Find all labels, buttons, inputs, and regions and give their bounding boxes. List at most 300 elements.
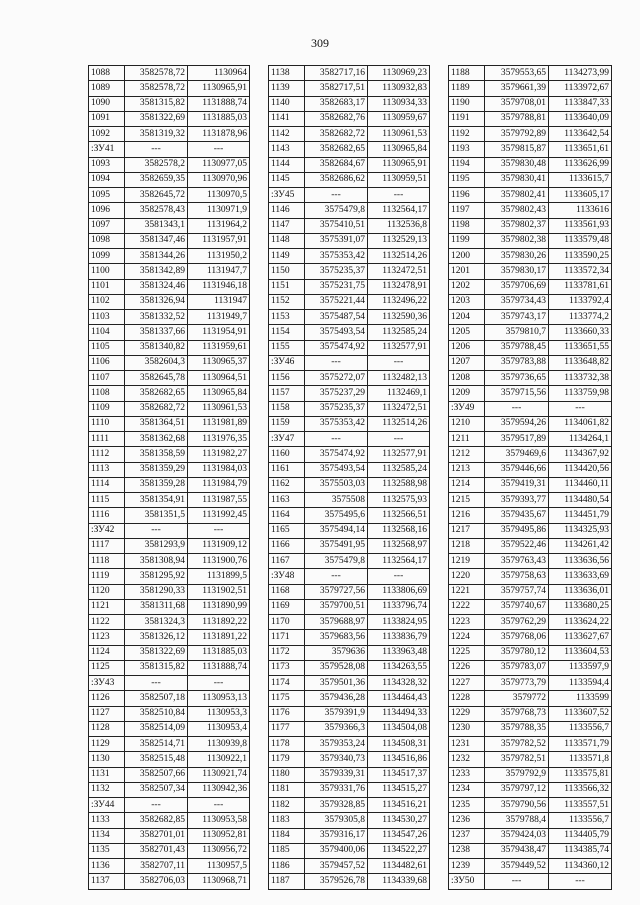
x-coordinate-cell: 3579594,26 (485, 416, 549, 431)
point-number-cell: 1141 (269, 111, 305, 126)
table-row (89, 569, 250, 584)
point-number-cell: 1183 (269, 813, 305, 828)
table-row (89, 294, 250, 309)
x-coordinate-cell: 3582683,17 (305, 96, 368, 111)
x-coordinate-cell: --- (125, 798, 188, 813)
x-coordinate-cell: 3579435,67 (485, 508, 549, 523)
parcel-separator-row (269, 432, 430, 447)
x-coordinate-cell: 3581324,3 (125, 615, 188, 630)
table-row (269, 218, 430, 233)
table-row (449, 279, 612, 294)
y-coordinate-cell: 1130959,51 (368, 172, 430, 187)
x-coordinate-cell: 3579830,26 (485, 249, 549, 264)
x-coordinate-cell: 3581343,1 (125, 218, 188, 233)
table-row (269, 767, 430, 782)
point-number-cell: 1173 (269, 660, 305, 675)
y-coordinate-cell: 1133792,4 (549, 294, 612, 309)
point-number-cell: 1210 (449, 416, 485, 431)
table-row (449, 615, 612, 630)
y-coordinate-cell: 1134339,68 (368, 874, 430, 889)
point-number-cell: 1118 (89, 554, 125, 569)
y-coordinate-cell: 1133557,51 (549, 798, 612, 813)
table-row (269, 127, 430, 142)
table-row (269, 538, 430, 553)
table-row (89, 218, 250, 233)
y-coordinate-cell: 1134451,79 (549, 508, 612, 523)
parcel-separator-row (269, 355, 430, 370)
y-coordinate-cell: 1133607,52 (549, 706, 612, 721)
point-number-cell: 1172 (269, 645, 305, 660)
y-coordinate-cell: --- (188, 523, 250, 538)
x-coordinate-cell: 3575235,37 (305, 401, 368, 416)
point-number-cell: 1096 (89, 203, 125, 218)
x-coordinate-cell: 3579757,74 (485, 584, 549, 599)
x-coordinate-cell: --- (305, 432, 368, 447)
table-row (449, 767, 612, 782)
table-row (89, 630, 250, 645)
x-coordinate-cell: 3579393,77 (485, 493, 549, 508)
point-number-cell: 1103 (89, 310, 125, 325)
y-coordinate-cell: 1130965,91 (188, 81, 250, 96)
x-coordinate-cell: 3579802,41 (485, 188, 549, 203)
y-coordinate-cell: 1134547,26 (368, 828, 430, 843)
x-coordinate-cell: 3582578,43 (125, 203, 188, 218)
y-coordinate-cell: 1132568,16 (368, 523, 430, 538)
y-coordinate-cell: 1134482,61 (368, 859, 430, 874)
y-coordinate-cell: 1130970,96 (188, 172, 250, 187)
point-number-cell: 1219 (449, 554, 485, 569)
point-number-cell: 1205 (449, 325, 485, 340)
point-number-cell: 1175 (269, 691, 305, 706)
table-row (449, 813, 612, 828)
table-row (89, 752, 250, 767)
x-coordinate-cell: 3579815,87 (485, 142, 549, 157)
y-coordinate-cell: 1131900,76 (188, 554, 250, 569)
point-number-cell: 1212 (449, 447, 485, 462)
point-number-cell: 1176 (269, 706, 305, 721)
coordinates-table-left (88, 65, 250, 890)
table-row (89, 401, 250, 416)
x-coordinate-cell: 3575272,07 (305, 371, 368, 386)
x-coordinate-cell: 3582701,43 (125, 843, 188, 858)
x-coordinate-cell: 3579797,12 (485, 782, 549, 797)
table-row (449, 447, 612, 462)
y-coordinate-cell: 1134328,32 (368, 676, 430, 691)
y-coordinate-cell: 1131888,74 (188, 660, 250, 675)
y-coordinate-cell: 1134325,93 (549, 523, 612, 538)
x-coordinate-cell: 3581308,94 (125, 554, 188, 569)
table-row (269, 508, 430, 523)
x-coordinate-cell: 3581359,29 (125, 462, 188, 477)
y-coordinate-cell: 1131992,45 (188, 508, 250, 523)
y-coordinate-cell: 1130964,51 (188, 371, 250, 386)
point-number-cell: 1127 (89, 706, 125, 721)
point-number-cell: 1192 (449, 127, 485, 142)
table-row (449, 599, 612, 614)
point-number-cell: 1091 (89, 111, 125, 126)
x-coordinate-cell: --- (125, 142, 188, 157)
point-number-cell: 1125 (89, 660, 125, 675)
y-coordinate-cell: --- (188, 798, 250, 813)
x-coordinate-cell: 3579763,43 (485, 554, 549, 569)
point-number-cell: 1113 (89, 462, 125, 477)
x-coordinate-cell: 3575353,42 (305, 416, 368, 431)
point-number-cell: 1102 (89, 294, 125, 309)
table-row (269, 752, 430, 767)
y-coordinate-cell: 1130953,4 (188, 721, 250, 736)
x-coordinate-cell: 3579366,3 (305, 721, 368, 736)
table-row (449, 538, 612, 553)
point-number-cell: 1159 (269, 416, 305, 431)
y-coordinate-cell: 1131964,2 (188, 218, 250, 233)
point-number-cell: 1185 (269, 843, 305, 858)
table-row (89, 477, 250, 492)
point-number-cell: 1174 (269, 676, 305, 691)
table-row (89, 172, 250, 187)
table-row (89, 447, 250, 462)
x-coordinate-cell: 3579788,81 (485, 111, 549, 126)
table-row (269, 660, 430, 675)
point-number-cell: 1142 (269, 127, 305, 142)
y-coordinate-cell: 1133963,48 (368, 645, 430, 660)
table-row (89, 828, 250, 843)
x-coordinate-cell: 3579706,69 (485, 279, 549, 294)
table-row (89, 340, 250, 355)
point-number-cell: 1111 (89, 432, 125, 447)
y-coordinate-cell: 1130953,3 (188, 706, 250, 721)
table-row (449, 96, 612, 111)
table-row (449, 584, 612, 599)
x-coordinate-cell: 3579830,17 (485, 264, 549, 279)
y-coordinate-cell: 1131892,22 (188, 615, 250, 630)
point-number-cell: 1129 (89, 737, 125, 752)
table-row (449, 721, 612, 736)
table-row (449, 493, 612, 508)
x-coordinate-cell: 3575508 (305, 493, 368, 508)
point-number-cell: 1213 (449, 462, 485, 477)
point-number-cell: 1117 (89, 538, 125, 553)
x-coordinate-cell: 3581347,46 (125, 233, 188, 248)
y-coordinate-cell: 1130977,05 (188, 157, 250, 172)
y-coordinate-cell: 1131987,55 (188, 493, 250, 508)
point-number-cell: 1166 (269, 538, 305, 553)
x-coordinate-cell: 3579688,97 (305, 615, 368, 630)
y-coordinate-cell: 1133556,7 (549, 813, 612, 828)
x-coordinate-cell: 3582706,03 (125, 874, 188, 889)
point-number-cell: 1186 (269, 859, 305, 874)
point-number-cell: 1214 (449, 477, 485, 492)
point-number-cell: 1188 (449, 66, 485, 81)
table-row (89, 721, 250, 736)
y-coordinate-cell: 1134360,12 (549, 859, 612, 874)
x-coordinate-cell: 3582507,34 (125, 782, 188, 797)
y-coordinate-cell: 1132590,36 (368, 310, 430, 325)
y-coordinate-cell: --- (368, 432, 430, 447)
point-number-cell: 1202 (449, 279, 485, 294)
x-coordinate-cell: 3581324,46 (125, 279, 188, 294)
point-number-cell: 1148 (269, 233, 305, 248)
y-coordinate-cell: 1132514,26 (368, 249, 430, 264)
y-coordinate-cell: 1132575,93 (368, 493, 430, 508)
y-coordinate-cell: 1130957,5 (188, 859, 250, 874)
y-coordinate-cell: 1133836,79 (368, 630, 430, 645)
y-coordinate-cell: 1133597,9 (549, 660, 612, 675)
table-row (449, 310, 612, 325)
table-row (89, 462, 250, 477)
point-number-cell: 1211 (449, 432, 485, 447)
point-number-cell: 1110 (89, 416, 125, 431)
y-coordinate-cell: 1133640,09 (549, 111, 612, 126)
point-number-cell: 1191 (449, 111, 485, 126)
x-coordinate-cell: 3579419,31 (485, 477, 549, 492)
point-number-cell: :ЗУ49 (449, 401, 485, 416)
point-number-cell: 1199 (449, 233, 485, 248)
table-row (89, 706, 250, 721)
x-coordinate-cell: 3575410,51 (305, 218, 368, 233)
point-number-cell: 1134 (89, 828, 125, 843)
table-row (269, 294, 430, 309)
y-coordinate-cell: 1133847,33 (549, 96, 612, 111)
x-coordinate-cell: 3579517,89 (485, 432, 549, 447)
point-number-cell: 1089 (89, 81, 125, 96)
point-number-cell: 1218 (449, 538, 485, 553)
table-row (269, 279, 430, 294)
x-coordinate-cell: 3582515,48 (125, 752, 188, 767)
point-number-cell: 1116 (89, 508, 125, 523)
x-coordinate-cell: 3581311,68 (125, 599, 188, 614)
table-row (269, 172, 430, 187)
y-coordinate-cell: 1130921,74 (188, 767, 250, 782)
point-number-cell: 1228 (449, 691, 485, 706)
table-row (89, 615, 250, 630)
x-coordinate-cell: 3581337,66 (125, 325, 188, 340)
point-number-cell: 1093 (89, 157, 125, 172)
point-number-cell: :ЗУ41 (89, 142, 125, 157)
x-coordinate-cell: 3582682,65 (305, 142, 368, 157)
point-number-cell: 1222 (449, 599, 485, 614)
point-number-cell: 1238 (449, 843, 485, 858)
x-coordinate-cell: 3579788,35 (485, 721, 549, 736)
x-coordinate-cell: --- (305, 188, 368, 203)
x-coordinate-cell: 3581322,69 (125, 645, 188, 660)
x-coordinate-cell: 3579830,41 (485, 172, 549, 187)
parcel-separator-row (269, 188, 430, 203)
table-row (269, 523, 430, 538)
point-number-cell: 1143 (269, 142, 305, 157)
y-coordinate-cell: 1130934,33 (368, 96, 430, 111)
y-coordinate-cell: --- (549, 874, 612, 889)
table-row (449, 355, 612, 370)
x-coordinate-cell: 3579316,17 (305, 828, 368, 843)
y-coordinate-cell: 1131982,27 (188, 447, 250, 462)
point-number-cell: 1135 (89, 843, 125, 858)
y-coordinate-cell: 1133774,2 (549, 310, 612, 325)
x-coordinate-cell: 3582684,67 (305, 157, 368, 172)
y-coordinate-cell: 1132566,51 (368, 508, 430, 523)
point-number-cell: 1235 (449, 798, 485, 813)
parcel-separator-row (449, 401, 612, 416)
y-coordinate-cell: 1134515,27 (368, 782, 430, 797)
parcel-separator-row (449, 874, 612, 889)
table-row (89, 874, 250, 889)
table-row (89, 737, 250, 752)
x-coordinate-cell: 3579636 (305, 645, 368, 660)
point-number-cell: 1233 (449, 767, 485, 782)
table-row (269, 325, 430, 340)
point-number-cell: 1217 (449, 523, 485, 538)
x-coordinate-cell: 3579495,86 (485, 523, 549, 538)
x-coordinate-cell: 3579353,24 (305, 737, 368, 752)
x-coordinate-cell: 3575237,29 (305, 386, 368, 401)
point-number-cell: 1122 (89, 615, 125, 630)
y-coordinate-cell: 1131899,5 (188, 569, 250, 584)
x-coordinate-cell: 3582507,18 (125, 691, 188, 706)
x-coordinate-cell: 3579783,88 (485, 355, 549, 370)
y-coordinate-cell: 1132564,17 (368, 203, 430, 218)
table-row (449, 782, 612, 797)
point-number-cell: 1099 (89, 249, 125, 264)
x-coordinate-cell: 3582717,51 (305, 81, 368, 96)
table-row (449, 676, 612, 691)
point-number-cell: 1145 (269, 172, 305, 187)
point-number-cell: 1107 (89, 371, 125, 386)
table-row (89, 584, 250, 599)
point-number-cell: 1152 (269, 294, 305, 309)
x-coordinate-cell: 3579683,56 (305, 630, 368, 645)
x-coordinate-cell: 3579734,43 (485, 294, 549, 309)
y-coordinate-cell: 1130969,23 (368, 66, 430, 81)
x-coordinate-cell: 3579528,08 (305, 660, 368, 675)
table-row (449, 157, 612, 172)
x-coordinate-cell: 3581315,82 (125, 96, 188, 111)
table-row (449, 172, 612, 187)
point-number-cell: 1100 (89, 264, 125, 279)
y-coordinate-cell: 1133636,01 (549, 584, 612, 599)
y-coordinate-cell: 1130970,5 (188, 188, 250, 203)
page-number: 309 (311, 36, 329, 50)
x-coordinate-cell: 3582682,76 (305, 111, 368, 126)
y-coordinate-cell: 1133633,69 (549, 569, 612, 584)
point-number-cell: 1133 (89, 813, 125, 828)
y-coordinate-cell: 1131947 (188, 294, 250, 309)
y-coordinate-cell: 1134494,33 (368, 706, 430, 721)
x-coordinate-cell: 3579788,45 (485, 340, 549, 355)
x-coordinate-cell: 3582510,84 (125, 706, 188, 721)
x-coordinate-cell: 3579727,56 (305, 584, 368, 599)
y-coordinate-cell: 1134420,56 (549, 462, 612, 477)
table-row (449, 569, 612, 584)
y-coordinate-cell: 1133616 (549, 203, 612, 218)
x-coordinate-cell: 3579790,56 (485, 798, 549, 813)
x-coordinate-cell: 3575494,14 (305, 523, 368, 538)
x-coordinate-cell: 3582686,62 (305, 172, 368, 187)
x-coordinate-cell: --- (485, 401, 549, 416)
y-coordinate-cell: 1130922,1 (188, 752, 250, 767)
table-row (89, 691, 250, 706)
point-number-cell: 1194 (449, 157, 485, 172)
table-row (269, 676, 430, 691)
x-coordinate-cell: 3575235,37 (305, 264, 368, 279)
y-coordinate-cell: 1134263,55 (368, 660, 430, 675)
point-number-cell: 1158 (269, 401, 305, 416)
x-coordinate-cell: 3581295,92 (125, 569, 188, 584)
x-coordinate-cell: 3579469,6 (485, 447, 549, 462)
point-number-cell: 1181 (269, 782, 305, 797)
table-row (89, 432, 250, 447)
y-coordinate-cell: 1133642,54 (549, 127, 612, 142)
x-coordinate-cell: 3575503,03 (305, 477, 368, 492)
y-coordinate-cell: 1130942,36 (188, 782, 250, 797)
point-number-cell: 1239 (449, 859, 485, 874)
x-coordinate-cell: 3581332,52 (125, 310, 188, 325)
x-coordinate-cell: 3575353,42 (305, 249, 368, 264)
x-coordinate-cell: 3579328,85 (305, 798, 368, 813)
point-number-cell: 1227 (449, 676, 485, 691)
y-coordinate-cell: 1131885,03 (188, 645, 250, 660)
table-row (449, 249, 612, 264)
y-coordinate-cell: 1131888,74 (188, 96, 250, 111)
x-coordinate-cell: 3575474,92 (305, 447, 368, 462)
table-row (269, 416, 430, 431)
x-coordinate-cell: 3579768,06 (485, 630, 549, 645)
x-coordinate-cell: 3579773,79 (485, 676, 549, 691)
point-number-cell: 1190 (449, 96, 485, 111)
y-coordinate-cell: 1132568,97 (368, 538, 430, 553)
point-number-cell: 1124 (89, 645, 125, 660)
point-number-cell: 1206 (449, 340, 485, 355)
table-row (269, 782, 430, 797)
x-coordinate-cell: 3581344,26 (125, 249, 188, 264)
x-coordinate-cell: 3579782,51 (485, 752, 549, 767)
x-coordinate-cell: 3579661,39 (485, 81, 549, 96)
point-number-cell: 1154 (269, 325, 305, 340)
x-coordinate-cell: 3582717,16 (305, 66, 368, 81)
table-row (449, 111, 612, 126)
point-number-cell: 1223 (449, 615, 485, 630)
point-number-cell: 1179 (269, 752, 305, 767)
y-coordinate-cell: 1131890,99 (188, 599, 250, 614)
x-coordinate-cell: 3582604,3 (125, 355, 188, 370)
parcel-separator-row (89, 523, 250, 538)
x-coordinate-cell: 3582682,72 (305, 127, 368, 142)
x-coordinate-cell: 3582645,78 (125, 371, 188, 386)
y-coordinate-cell: 1130968,71 (188, 874, 250, 889)
y-coordinate-cell: 1132472,51 (368, 401, 430, 416)
point-number-cell: 1184 (269, 828, 305, 843)
point-number-cell: 1105 (89, 340, 125, 355)
y-coordinate-cell: 1133824,95 (368, 615, 430, 630)
point-number-cell: 1203 (449, 294, 485, 309)
x-coordinate-cell: 3581362,68 (125, 432, 188, 447)
point-number-cell: 1163 (269, 493, 305, 508)
point-number-cell: 1131 (89, 767, 125, 782)
point-number-cell: 1177 (269, 721, 305, 736)
point-number-cell: 1209 (449, 386, 485, 401)
y-coordinate-cell: 1134464,43 (368, 691, 430, 706)
y-coordinate-cell: --- (368, 188, 430, 203)
y-coordinate-cell: 1133590,25 (549, 249, 612, 264)
y-coordinate-cell: 1131950,2 (188, 249, 250, 264)
table-row (89, 386, 250, 401)
table-row (269, 630, 430, 645)
y-coordinate-cell: 1134405,79 (549, 828, 612, 843)
y-coordinate-cell: 1133604,53 (549, 645, 612, 660)
x-coordinate-cell: 3579736,65 (485, 371, 549, 386)
x-coordinate-cell: 3579743,17 (485, 310, 549, 325)
x-coordinate-cell: 3575221,44 (305, 294, 368, 309)
table-row (89, 66, 250, 81)
table-row (89, 111, 250, 126)
